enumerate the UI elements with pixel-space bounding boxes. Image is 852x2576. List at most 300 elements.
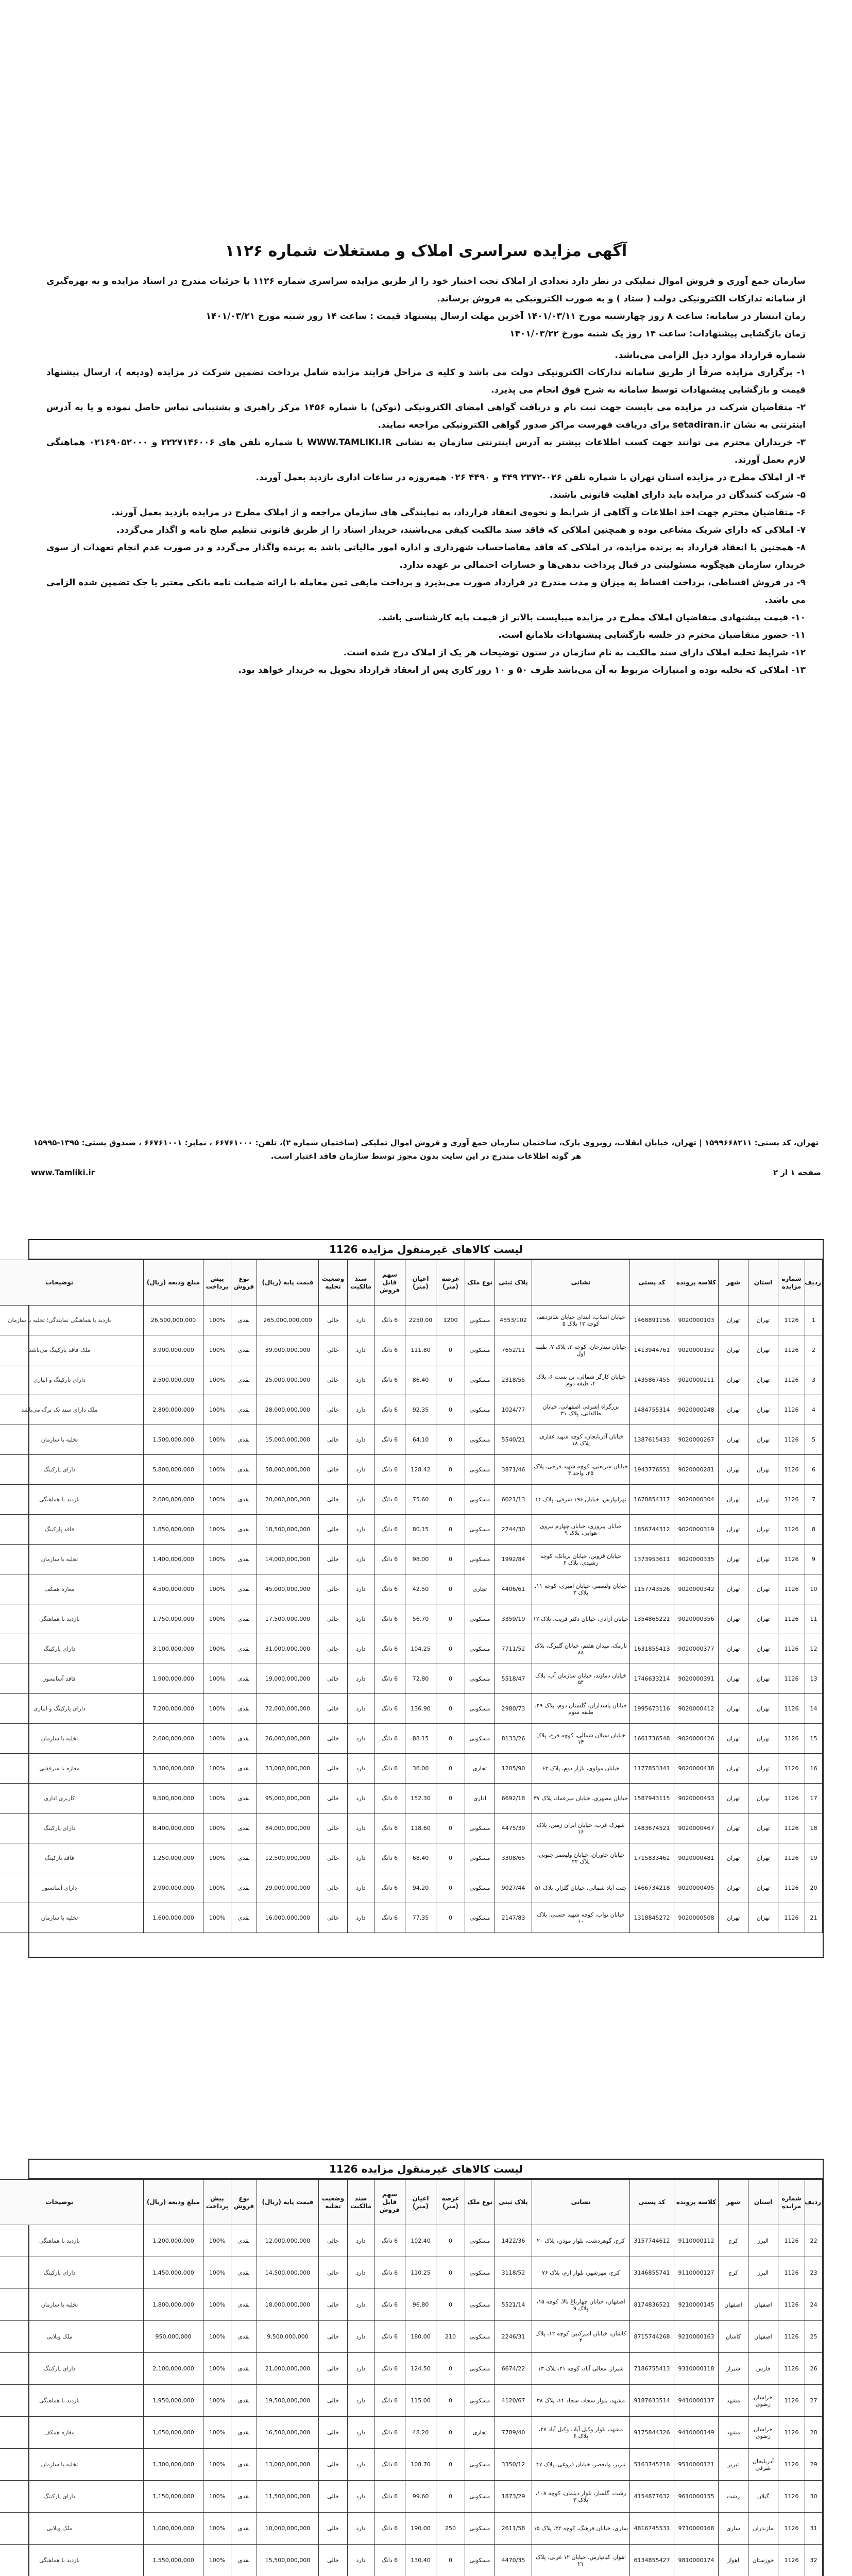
cell-prepay: 100%	[203, 2385, 231, 2417]
cell-file: 9310000118	[674, 2353, 719, 2385]
cell-price: 265,000,000,000	[257, 1306, 319, 1335]
cell-no: 30	[805, 2481, 823, 2513]
cell-note: فاقد پارکینگ	[0, 1515, 144, 1545]
column-header: نوع فروش	[231, 1260, 257, 1306]
table-row	[0, 2257, 823, 2289]
cell-sale: نقدی	[231, 1395, 257, 1425]
cell-plate: 8133/26	[495, 1724, 532, 1754]
cell-sale: نقدی	[231, 2289, 257, 2321]
cell-postal: 1587943115	[630, 1784, 674, 1814]
cell-city: تهران	[719, 1455, 748, 1485]
cell-share: 6 دانگ	[374, 1634, 405, 1664]
cell-deposit: 3,900,000,000	[144, 1335, 203, 1365]
cell-prepay: 100%	[203, 1395, 231, 1425]
cell-note: تخلیه با سازمان	[0, 1425, 144, 1455]
cell-price: 11,500,000,000	[257, 2481, 319, 2513]
cell-auction: 1126	[778, 1814, 805, 1843]
table-row	[0, 2481, 823, 2513]
cell-no: 14	[805, 1694, 823, 1724]
cell-building: 2250.00	[405, 1306, 436, 1335]
cell-deposit: 5,800,000,000	[144, 1455, 203, 1485]
items-table	[0, 1260, 823, 1933]
cell-province: تهران	[748, 1634, 778, 1664]
cell-auction: 1126	[778, 1306, 805, 1335]
cell-postal: 1746633214	[630, 1664, 674, 1694]
cell-type: مسکونی	[465, 1365, 495, 1395]
table-row	[0, 2353, 823, 2385]
cell-address: بزرگراه اشرفی اصفهانی، خیابان طالقانی، پلاک ۳۱	[532, 1395, 630, 1425]
table-row	[0, 2449, 823, 2481]
cell-no: 16	[805, 1754, 823, 1784]
cell-sale: نقدی	[231, 1634, 257, 1664]
cell-address: شهرک غرب، خیابان ایران زمین، پلاک ۱۶	[532, 1814, 630, 1843]
cell-no: 20	[805, 1873, 823, 1903]
column-header: پلاک ثبتی	[495, 1260, 532, 1306]
cell-price: 28,000,000,000	[257, 1395, 319, 1425]
cell-vacancy: خالی	[319, 2289, 348, 2321]
condition-item: ۲- متقاضیان شرکت در مزایده می بایست جهت ثبت نام و دریافت گواهی امضای الکترونیکی (توکن) با شماره ۱۴۵۶ مرکز راهبری و پشتیبانی تماس حاصل نموده و یا به آدرس اینترنتی به نشان setadiran.ir برای دریافت فهرست مراکز صدور گواهی الکترونیکی مراجعه نمایند.	[46, 402, 806, 430]
cell-deed: دارد	[348, 2385, 374, 2417]
cell-deed: دارد	[348, 1694, 374, 1724]
cell-note: دارای پارکینگ	[0, 2257, 144, 2289]
cell-prepay: 100%	[203, 1485, 231, 1515]
cell-note: دارای پارکینگ	[0, 2353, 144, 2385]
cell-city: شیراز	[719, 2353, 748, 2385]
cell-building: 124.50	[405, 2353, 436, 2385]
cell-price: 18,500,000,000	[257, 1515, 319, 1545]
cell-deed: دارد	[348, 2481, 374, 2513]
cell-province: آذربایجان شرقی	[748, 2449, 778, 2481]
cell-plate: 1024/77	[495, 1395, 532, 1425]
cell-city: تهران	[719, 1425, 748, 1455]
cell-postal: 8715744268	[630, 2321, 674, 2353]
cell-no: 25	[805, 2321, 823, 2353]
cell-sale: نقدی	[231, 1694, 257, 1724]
cell-type: مسکونی	[465, 1843, 495, 1873]
cell-area: 0	[436, 2545, 465, 2576]
cell-area: 0	[436, 2353, 465, 2385]
cell-file: 9020000391	[674, 1664, 719, 1694]
cell-note: ملک ویلایی	[0, 2513, 144, 2545]
cell-share: 6 دانگ	[374, 1903, 405, 1933]
website-link[interactable]: www.Tamliki.ir	[31, 1168, 95, 1177]
cell-vacancy: خالی	[319, 2417, 348, 2449]
cell-share: 6 دانگ	[374, 2417, 405, 2449]
cell-deed: دارد	[348, 2545, 374, 2576]
cell-address: جنت آباد شمالی، خیابان گلزار، پلاک ۵۱	[532, 1873, 630, 1903]
table-row	[0, 1634, 823, 1664]
cell-sale: نقدی	[231, 1843, 257, 1873]
cell-no: 6	[805, 1455, 823, 1485]
cell-deposit: 9,500,000,000	[144, 1784, 203, 1814]
cell-note: کاربری اداری	[0, 1784, 144, 1814]
cell-sale: نقدی	[231, 2225, 257, 2257]
column-header: نشانی	[532, 1260, 630, 1306]
cell-price: 19,500,000,000	[257, 2385, 319, 2417]
cell-type: تجاری	[465, 2417, 495, 2449]
cell-note: ملک فاقد پارکینگ می‌باشد	[0, 1335, 144, 1365]
cell-deed: دارد	[348, 2353, 374, 2385]
cell-type: مسکونی	[465, 2449, 495, 2481]
cell-price: 9,500,000,000	[257, 2321, 319, 2353]
cell-auction: 1126	[778, 2321, 805, 2353]
cell-postal: 4816745531	[630, 2513, 674, 2545]
cell-price: 16,500,000,000	[257, 2417, 319, 2449]
cell-province: تهران	[748, 1545, 778, 1574]
cell-type: مسکونی	[465, 2545, 495, 2576]
cell-auction: 1126	[778, 2353, 805, 2385]
cell-vacancy: خالی	[319, 1515, 348, 1545]
cell-deed: دارد	[348, 1903, 374, 1933]
cell-sale: نقدی	[231, 2385, 257, 2417]
cell-city: تهران	[719, 1724, 748, 1754]
cell-postal: 1354865221	[630, 1604, 674, 1634]
cell-note: مغازه همکف	[0, 2417, 144, 2449]
cell-auction: 1126	[778, 1694, 805, 1724]
cell-city: تهران	[719, 1664, 748, 1694]
cell-share: 6 دانگ	[374, 1455, 405, 1485]
column-header: توضیحات	[0, 1260, 144, 1306]
cell-type: مسکونی	[465, 1634, 495, 1664]
cell-share: 6 دانگ	[374, 2289, 405, 2321]
cell-type: مسکونی	[465, 1724, 495, 1754]
cell-address: خیابان پاسداران، گلستان دوم، پلاک ۲۹، طبقه سوم	[532, 1694, 630, 1724]
cell-deposit: 1,000,000,000	[144, 2513, 203, 2545]
cell-building: 92.35	[405, 1395, 436, 1425]
cell-no: 8	[805, 1515, 823, 1545]
table-row	[0, 1306, 823, 1335]
cell-plate: 2246/31	[495, 2321, 532, 2353]
cell-building: 72.80	[405, 1664, 436, 1694]
cell-postal: 1715833462	[630, 1843, 674, 1873]
cell-auction: 1126	[778, 2449, 805, 2481]
cell-no: 10	[805, 1574, 823, 1604]
cell-province: تهران	[748, 1574, 778, 1604]
condition-item: ۱۲- شرایط تخلیه املاک دارای سند مالکیت به نام سازمان در ستون توضیحات هر یک از املاک درج شده است.	[343, 648, 806, 658]
cell-deposit: 3,300,000,000	[144, 1754, 203, 1784]
cell-address: خیابان سبلان شمالی، کوچه فرخ، پلاک ۱۴	[532, 1724, 630, 1754]
cell-file: 9020000267	[674, 1425, 719, 1455]
cell-vacancy: خالی	[319, 1574, 348, 1604]
cell-province: تهران	[748, 1425, 778, 1455]
cell-auction: 1126	[778, 1485, 805, 1515]
cell-prepay: 100%	[203, 1873, 231, 1903]
cell-sale: نقدی	[231, 1425, 257, 1455]
cell-province: تهران	[748, 1664, 778, 1694]
cell-no: 7	[805, 1485, 823, 1515]
cell-address: رشت، گلسار، بلوار دیلمان، کوچه ۱۰۸، پلاک ۳	[532, 2481, 630, 2513]
cell-note: دارای پارکینگ	[0, 1814, 144, 1843]
cell-no: 3	[805, 1365, 823, 1395]
cell-sale: نقدی	[231, 1545, 257, 1574]
cell-area: 0	[436, 1843, 465, 1873]
cell-building: 56.70	[405, 1604, 436, 1634]
cell-prepay: 100%	[203, 1754, 231, 1784]
cell-province: مازندران	[748, 2513, 778, 2545]
cell-area: 0	[436, 2449, 465, 2481]
cell-deposit: 2,900,000,000	[144, 1873, 203, 1903]
cell-deed: دارد	[348, 1664, 374, 1694]
cell-file: 9020000377	[674, 1634, 719, 1664]
cell-vacancy: خالی	[319, 2257, 348, 2289]
cell-area: 0	[436, 2257, 465, 2289]
cell-auction: 1126	[778, 2385, 805, 2417]
cell-type: مسکونی	[465, 2321, 495, 2353]
cell-postal: 1468891156	[630, 1306, 674, 1335]
cell-city: رشت	[719, 2481, 748, 2513]
cell-building: 128.42	[405, 1455, 436, 1485]
cell-deposit: 1,850,000,000	[144, 1515, 203, 1545]
cell-city: تهران	[719, 1694, 748, 1724]
cell-plate: 4553/102	[495, 1306, 532, 1335]
cell-deed: دارد	[348, 1306, 374, 1335]
cell-no: 4	[805, 1395, 823, 1425]
cell-deed: دارد	[348, 1395, 374, 1425]
cell-no: 23	[805, 2257, 823, 2289]
cell-file: 9210000163	[674, 2321, 719, 2353]
cell-city: تهران	[719, 1335, 748, 1365]
column-header: وضعیت تخلیه	[319, 1260, 348, 1306]
cell-sale: نقدی	[231, 1664, 257, 1694]
cell-share: 6 دانگ	[374, 1574, 405, 1604]
column-header: کلاسه پرونده	[674, 2180, 719, 2225]
cell-share: 6 دانگ	[374, 1784, 405, 1814]
cell-deed: دارد	[348, 1873, 374, 1903]
cell-deposit: 2,000,000,000	[144, 1485, 203, 1515]
cell-deposit: 2,800,000,000	[144, 1395, 203, 1425]
cell-file: 9610000155	[674, 2481, 719, 2513]
cell-city: تهران	[719, 1843, 748, 1873]
cell-city: مشهد	[719, 2385, 748, 2417]
cell-area: 0	[436, 1574, 465, 1604]
cell-deed: دارد	[348, 1335, 374, 1365]
cell-note: فاقد پارکینگ	[0, 1843, 144, 1873]
cell-building: 88.15	[405, 1724, 436, 1754]
cell-note: تخلیه با سازمان	[0, 1724, 144, 1754]
cell-price: 39,000,000,000	[257, 1335, 319, 1365]
cell-vacancy: خالی	[319, 2449, 348, 2481]
cell-postal: 4154877632	[630, 2481, 674, 2513]
cell-building: 136.90	[405, 1694, 436, 1724]
table-row	[0, 1873, 823, 1903]
cell-type: مسکونی	[465, 1694, 495, 1724]
cell-province: خراسان رضوی	[748, 2385, 778, 2417]
cell-building: 99.60	[405, 2481, 436, 2513]
column-header: سهم قابل فروش	[374, 2180, 405, 2225]
cell-type: مسکونی	[465, 1485, 495, 1515]
cell-auction: 1126	[778, 2545, 805, 2576]
cell-province: تهران	[748, 1843, 778, 1873]
cell-type: مسکونی	[465, 1873, 495, 1903]
cell-vacancy: خالی	[319, 2353, 348, 2385]
cell-address: خیابان نواب، کوچه شهید حسنی، پلاک ۱۰	[532, 1903, 630, 1933]
cell-vacancy: خالی	[319, 1664, 348, 1694]
cell-deposit: 26,500,000,000	[144, 1306, 203, 1335]
cell-note: دارای پارکینگ و انباری	[0, 1365, 144, 1395]
cell-prepay: 100%	[203, 2321, 231, 2353]
cell-price: 15,000,000,000	[257, 1425, 319, 1455]
cell-auction: 1126	[778, 1873, 805, 1903]
cell-province: فارس	[748, 2353, 778, 2385]
cell-deposit: 1,300,000,000	[144, 2449, 203, 2481]
column-header: مبلغ ودیعه (ریال)	[144, 2180, 203, 2225]
condition-item: ۱۱- حضور متقاضیان محترم در جلسه بازگشایی پیشنهادات بلامانع است.	[498, 630, 806, 640]
cell-note: دارای پارکینگ	[0, 1455, 144, 1485]
cell-vacancy: خالی	[319, 2321, 348, 2353]
cell-price: 13,000,000,000	[257, 2449, 319, 2481]
cell-vacancy: خالی	[319, 2481, 348, 2513]
cell-sale: نقدی	[231, 1515, 257, 1545]
table-row	[0, 1335, 823, 1365]
table-row	[0, 1425, 823, 1455]
cell-plate: 2980/73	[495, 1694, 532, 1724]
cell-address: اهواز، کیانپارس، خیابان ۱۲ غربی، پلاک ۲۱	[532, 2545, 630, 2576]
cell-postal: 6134855427	[630, 2545, 674, 2576]
cell-province: البرز	[748, 2257, 778, 2289]
cell-prepay: 100%	[203, 2545, 231, 2576]
cell-plate: 3118/52	[495, 2257, 532, 2289]
cell-postal: 1157743526	[630, 1574, 674, 1604]
cell-address: تبریز، ولیعصر، خیابان فروغی، پلاک ۴۷	[532, 2449, 630, 2481]
cell-no: 29	[805, 2449, 823, 2481]
cell-province: تهران	[748, 1395, 778, 1425]
cell-note: ملک دارای سند تک برگ می‌باشد	[0, 1395, 144, 1425]
cell-prepay: 100%	[203, 2225, 231, 2257]
cell-type: مسکونی	[465, 2289, 495, 2321]
cell-prepay: 100%	[203, 2353, 231, 2385]
cell-city: تهران	[719, 1604, 748, 1634]
cell-area: 0	[436, 2289, 465, 2321]
cell-prepay: 100%	[203, 1814, 231, 1843]
cell-deposit: 2,100,000,000	[144, 2353, 203, 2385]
cell-city: تهران	[719, 1754, 748, 1784]
cell-postal: 3146855741	[630, 2257, 674, 2289]
cell-no: 13	[805, 1664, 823, 1694]
cell-area: 0	[436, 2417, 465, 2449]
cell-file: 9020000412	[674, 1694, 719, 1724]
condition-item: ۳- خریداران محترم می توانند جهت کسب اطلاعات بیشتر به آدرس اینترنتی سازمان به نشانی WWW.TAMLIKI.IR یا شماره تلفن های ۲۲۲۷۱۴۶۰۰۶ و ۰۲۱۶۹۰۵۲۰۰۰ هماهنگی لازم بعمل آورند.	[46, 437, 806, 465]
cell-price: 72,000,000,000	[257, 1694, 319, 1724]
cell-address: خیابان شریعتی، کوچه شهید فرجی، پلاک ۲۵، واحد ۳	[532, 1455, 630, 1485]
cell-type: مسکونی	[465, 1515, 495, 1545]
cell-building: 115.00	[405, 2385, 436, 2417]
table-row	[0, 2321, 823, 2353]
cell-address: مشهد، بلوار وکیل آباد، وکیل آباد ۲۷، پلاک ۶	[532, 2417, 630, 2449]
cell-price: 84,000,000,000	[257, 1814, 319, 1843]
cell-prepay: 100%	[203, 1425, 231, 1455]
cell-auction: 1126	[778, 2481, 805, 2513]
cell-vacancy: خالی	[319, 1455, 348, 1485]
cell-share: 6 دانگ	[374, 1843, 405, 1873]
cell-plate: 7652/11	[495, 1335, 532, 1365]
notice-intro: سازمان جمع آوری و فروش اموال تملیکی در نظر دارد تعدادی از املاک تحت اختیار خود را از طریق مزایده سراسری شماره ۱۱۲۶ با جزئیات مندرج در اسناد مزایده و به بهره‌گیری از سامانه تدارکات الکترونیکی دولت ( ستاد ) و به صورت الکترونیکی به فروش برساند.	[46, 276, 806, 304]
cell-building: 104.25	[405, 1634, 436, 1664]
cell-prepay: 100%	[203, 2289, 231, 2321]
cell-type: مسکونی	[465, 2513, 495, 2545]
cell-postal: 7186755413	[630, 2353, 674, 2385]
items-table	[0, 2179, 823, 2576]
cell-area: 1200	[436, 1306, 465, 1335]
cell-area: 0	[436, 1515, 465, 1545]
column-header: اعیان (متر)	[405, 2180, 436, 2225]
cell-note: بازدید با هماهنگی	[0, 2385, 144, 2417]
cell-share: 6 دانگ	[374, 1724, 405, 1754]
table-caption: لیست کالاهای غیرمنقول مزایده 1126	[29, 2160, 823, 2179]
cell-auction: 1126	[778, 1843, 805, 1873]
cell-sale: نقدی	[231, 1754, 257, 1784]
cell-auction: 1126	[778, 2417, 805, 2449]
cell-price: 12,500,000,000	[257, 1843, 319, 1873]
conditions-title: شماره قرارداد موارد ذیل الزامی می‌باشد.	[615, 350, 806, 361]
cell-city: کرج	[719, 2257, 748, 2289]
cell-address: مشهد، بلوار سجاد، سجاد ۱۴، پلاک ۳۸	[532, 2385, 630, 2417]
cell-postal: 1484755314	[630, 1395, 674, 1425]
cell-note: بازدید با هماهنگی	[0, 1485, 144, 1515]
cell-note: مغازه همکف	[0, 1574, 144, 1604]
cell-price: 19,000,000,000	[257, 1664, 319, 1694]
cell-vacancy: خالی	[319, 1545, 348, 1574]
cell-deed: دارد	[348, 1814, 374, 1843]
column-header: کد پستی	[630, 1260, 674, 1306]
cell-share: 6 دانگ	[374, 1485, 405, 1515]
cell-postal: 1678854317	[630, 1485, 674, 1515]
cell-share: 6 دانگ	[374, 2257, 405, 2289]
condition-item: ۷- املاکی که دارای شریک مشاعی بوده و همچنین املاکی که فاقد سند مالکیت کیفی می‌باشند، خریدار اسناد را از طریق قانونی تنظیم صلح نامه و اگذار می‌گردد.	[116, 525, 806, 535]
cell-price: 16,000,000,000	[257, 1903, 319, 1933]
column-header: کلاسه پرونده	[674, 1260, 719, 1306]
cell-prepay: 100%	[203, 2417, 231, 2449]
cell-plate: 4470/35	[495, 2545, 532, 2576]
column-header: شهر	[719, 2180, 748, 2225]
cell-sale: نقدی	[231, 2449, 257, 2481]
cell-auction: 1126	[778, 1664, 805, 1694]
cell-province: البرز	[748, 2225, 778, 2257]
cell-auction: 1126	[778, 2289, 805, 2321]
cell-deed: دارد	[348, 1754, 374, 1784]
cell-vacancy: خالی	[319, 1634, 348, 1664]
cell-area: 0	[436, 1634, 465, 1664]
cell-share: 6 دانگ	[374, 1754, 405, 1784]
cell-type: مسکونی	[465, 1306, 495, 1335]
cell-prepay: 100%	[203, 2257, 231, 2289]
cell-auction: 1126	[778, 1784, 805, 1814]
cell-file: 9020000152	[674, 1335, 719, 1365]
cell-file: 9410000137	[674, 2385, 719, 2417]
cell-postal: 1631855413	[630, 1634, 674, 1664]
cell-postal: 1177853341	[630, 1754, 674, 1784]
cell-sale: نقدی	[231, 1306, 257, 1335]
cell-province: خراسان رضوی	[748, 2417, 778, 2449]
cell-sale: نقدی	[231, 1365, 257, 1395]
cell-file: 9510000121	[674, 2449, 719, 2481]
cell-address: کرج، مهرشهر، بلوار ارم، پلاک ۷۶	[532, 2257, 630, 2289]
cell-note: مغازه با سرقفلی	[0, 1754, 144, 1784]
cell-vacancy: خالی	[319, 1425, 348, 1455]
column-header: سند مالکیت	[348, 1260, 374, 1306]
cell-share: 6 دانگ	[374, 1425, 405, 1455]
cell-share: 6 دانگ	[374, 1873, 405, 1903]
cell-auction: 1126	[778, 1574, 805, 1604]
table-row	[0, 1365, 823, 1395]
cell-auction: 1126	[778, 1754, 805, 1784]
cell-auction: 1126	[778, 1395, 805, 1425]
cell-plate: 1422/36	[495, 2225, 532, 2257]
cell-deposit: 1,500,000,000	[144, 1425, 203, 1455]
column-header: عرصه (متر)	[436, 1260, 465, 1306]
cell-province: تهران	[748, 1515, 778, 1545]
cell-deposit: 4,500,000,000	[144, 1574, 203, 1604]
cell-price: 45,000,000,000	[257, 1574, 319, 1604]
